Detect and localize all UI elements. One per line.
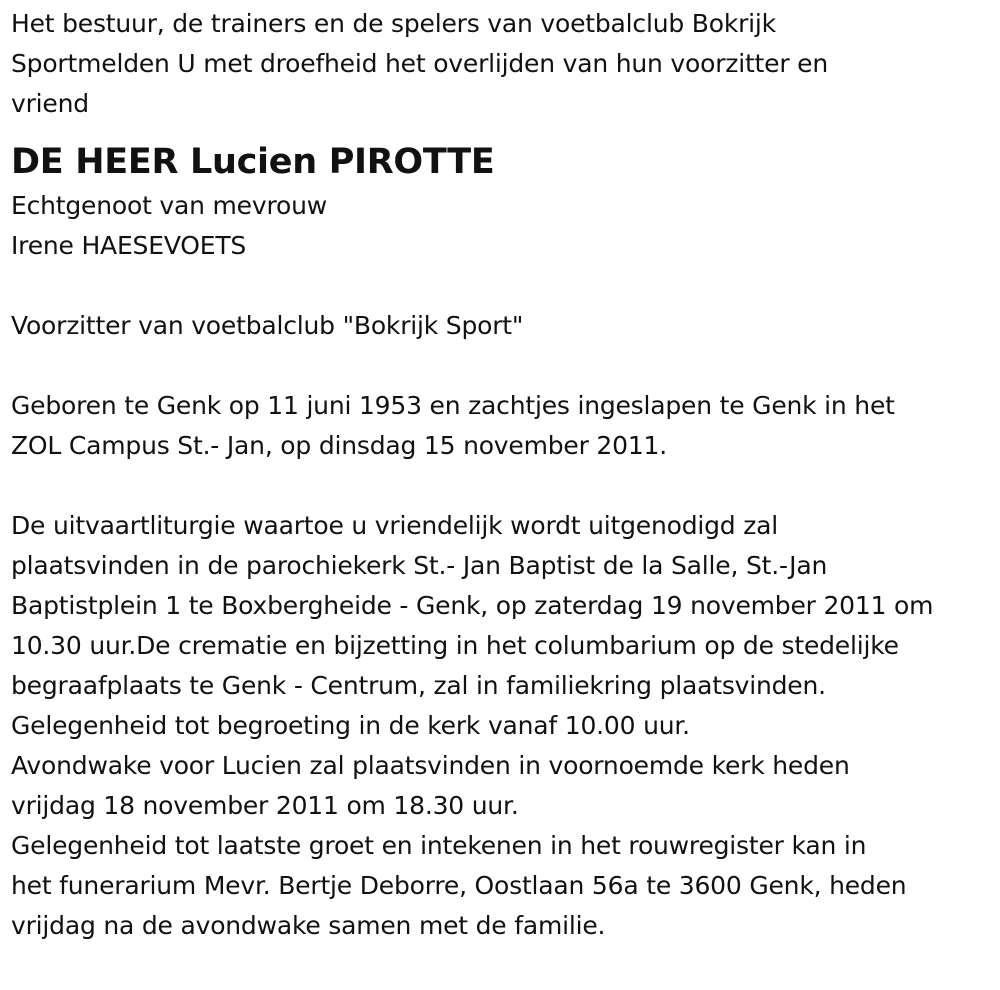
details-line: het funerarium Mevr. Bertje Deborre, Oostlaan 56a te 3600 Genk, heden [11,871,907,900]
spouse-line: Irene HAESEVOETS [11,231,247,260]
details-line: vrijdag na de avondwake samen met de familie. [11,911,606,940]
birth-death-line: ZOL Campus St.- Jan, op dinsdag 15 november 2011. [11,431,667,460]
details-line: begraafplaats te Genk - Centrum, zal in familiekring plaatsvinden. [11,671,826,700]
intro-paragraph [11,4,1000,124]
intro-line: Sportmelden U met droefheid het overlijden van hun voorzitter en [11,49,828,78]
details-line: 10.30 uur.De crematie en bijzetting in het columbarium op de stedelijke [11,631,899,660]
intro-line: vriend [11,89,89,118]
spacer [11,346,1000,386]
details-line: Avondwake voor Lucien zal plaatsvinden in voornoemde kerk heden [11,751,850,780]
birth-death-line: Geboren te Genk op 11 juni 1953 en zachtjes ingeslapen te Genk in het [11,391,895,420]
spouse-line: Echtgenoot van mevrouw [11,191,327,220]
details-line: vrijdag 18 november 2011 om 18.30 uur. [11,791,519,820]
details-line: plaatsvinden in de parochiekerk St.- Jan Baptist de la Salle, St.-Jan [11,551,828,580]
details-line: Gelegenheid tot begroeting in de kerk vanaf 10.00 uur. [11,711,690,740]
details-line: Baptistplein 1 te Boxbergheide - Genk, op zaterdag 19 november 2011 om [11,591,934,620]
deceased-name-heading: DE HEER Lucien PIROTTE [11,142,495,182]
spouse-paragraph [11,186,1000,266]
spacer [11,266,1000,306]
birth-death-paragraph [11,386,1000,466]
details-line: De uitvaartliturgie waartoe u vriendelijk wordt uitgenodigd zal [11,511,779,540]
role-line: Voorzitter van voetbalclub "Bokrijk Sport" [11,311,524,340]
funeral-details-paragraph [11,506,1000,946]
spacer [11,466,1000,506]
details-line: Gelegenheid tot laatste groet en intekenen in het rouwregister kan in [11,831,867,860]
intro-line: Het bestuur, de trainers en de spelers van voetbalclub Bokrijk [11,9,776,38]
